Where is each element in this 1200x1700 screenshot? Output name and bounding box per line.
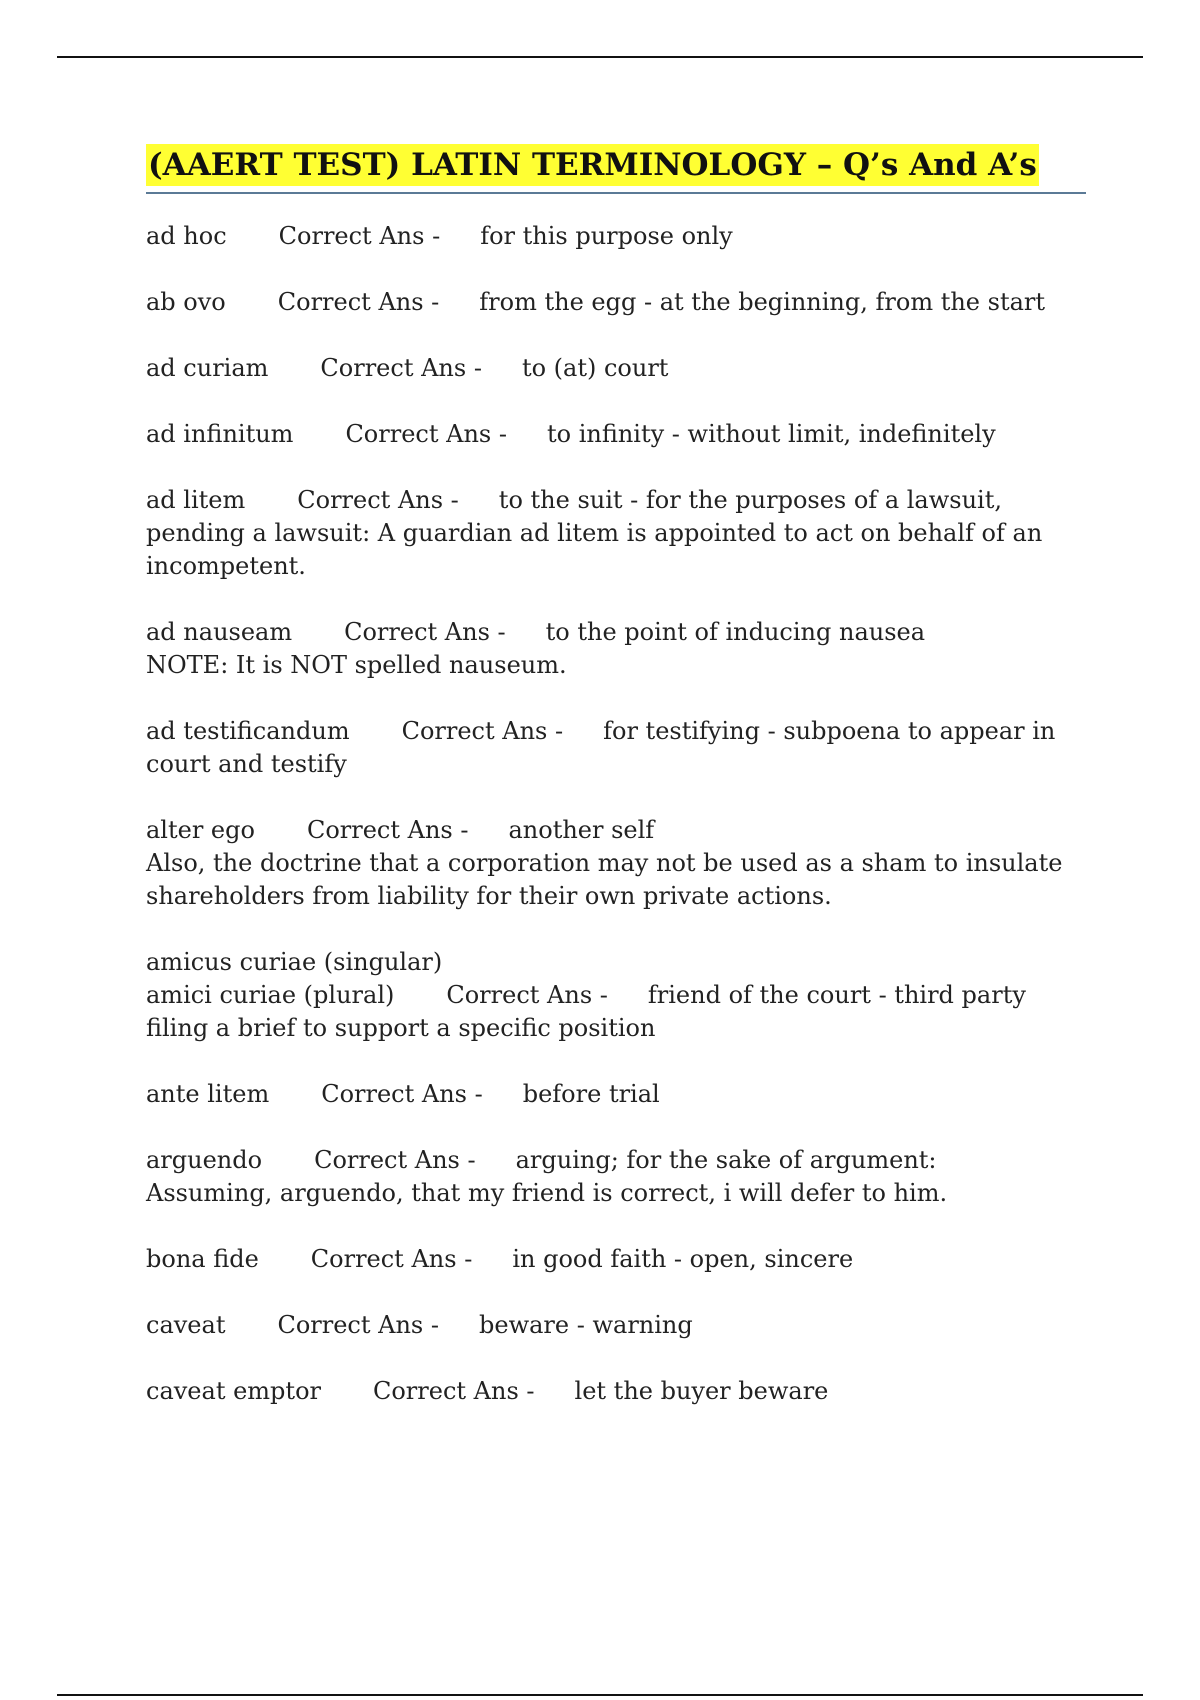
entry-answer-label: Correct Ans -	[314, 1146, 476, 1174]
entry-ante-litem	[146, 1078, 1086, 1111]
entry-caveat	[146, 1309, 1086, 1342]
entry-answer-label: Correct Ans -	[345, 420, 507, 448]
entry-continuation: shareholders from liability for their own private actions.	[146, 882, 832, 910]
entry-answer: for this purpose only	[480, 222, 733, 250]
entry-ad-curiam	[146, 352, 1086, 385]
entry-term: ad litem	[146, 486, 246, 514]
document-body	[146, 144, 1086, 1441]
entry-term: ab ovo	[146, 288, 226, 316]
entry-answer-label: Correct Ans -	[320, 354, 482, 382]
entry-answer-label: Correct Ans -	[277, 288, 440, 316]
entry-term: ad hoc	[146, 222, 227, 250]
entry-term: alter ego	[146, 816, 255, 844]
entry-answer: to the point of inducing nausea	[545, 618, 926, 646]
entry-answer: friend of the court - third party	[647, 981, 1026, 1009]
entry-ab-ovo	[146, 286, 1086, 319]
entry-ad-hoc	[146, 220, 1086, 253]
entry-ad-infinitum	[146, 418, 1086, 451]
entry-answer-label: Correct Ans -	[277, 1311, 439, 1339]
entry-term: ad testificandum	[146, 717, 350, 745]
entry-continuation: incompetent.	[146, 552, 306, 580]
entry-answer: in good faith - open, sincere	[512, 1245, 854, 1273]
entry-continuation: court and testify	[146, 750, 347, 778]
entry-answer: from the egg - at the beginning, from the start	[479, 288, 1046, 316]
title-block	[146, 144, 1086, 194]
entry-answer-label: Correct Ans -	[344, 618, 506, 646]
entry-term: bona fide	[146, 1245, 259, 1273]
entry-continuation: Also, the doctrine that a corporation may not be used as a sham to insulate	[146, 849, 1063, 877]
entry-bona-fide	[146, 1243, 1086, 1276]
entry-answer-label: Correct Ans -	[297, 486, 459, 514]
entry-term: ad infinitum	[146, 420, 294, 448]
entry-term: ante litem	[146, 1080, 270, 1108]
entry-caveat-emptor	[146, 1375, 1086, 1408]
entry-answer-label: Correct Ans -	[278, 222, 441, 250]
entry-answer-label: Correct Ans -	[321, 1080, 483, 1108]
entry-ad-litem	[146, 484, 1086, 583]
entry-continuation: filing a brief to support a specific position	[146, 1014, 656, 1042]
entry-answer: arguing; for the sake of argument:	[515, 1146, 937, 1174]
entry-answer: let the buyer beware	[574, 1377, 829, 1405]
entry-alter-ego	[146, 814, 1086, 913]
entry-term-singular: amicus curiae (singular)	[146, 948, 443, 976]
entry-term: arguendo	[146, 1146, 263, 1174]
entry-answer: another self	[508, 816, 655, 844]
entry-answer: to infinity - without limit, indefinitely	[546, 420, 996, 448]
bottom-rule	[57, 1694, 1143, 1696]
entry-answer-label: Correct Ans -	[372, 1377, 535, 1405]
entry-ad-testificandum	[146, 715, 1086, 781]
entry-answer: to the suit - for the purposes of a lawsuit,	[498, 486, 1002, 514]
entry-term: caveat	[146, 1311, 226, 1339]
entry-continuation: pending a lawsuit: A guardian ad litem is appointed to act on behalf of an	[146, 519, 1043, 547]
entry-answer: beware - warning	[479, 1311, 693, 1339]
entry-note: NOTE: It is NOT spelled nauseum.	[146, 651, 567, 679]
entry-term: amici curiae (plural)	[146, 981, 395, 1009]
entry-answer: for testifying - subpoena to appear in	[603, 717, 1056, 745]
entry-answer: to (at) court	[521, 354, 669, 382]
entry-answer-label: Correct Ans -	[310, 1245, 473, 1273]
entry-answer: before trial	[522, 1080, 660, 1108]
entry-term: ad curiam	[146, 354, 269, 382]
entry-continuation: Assuming, arguendo, that my friend is correct, i will defer to him.	[146, 1179, 948, 1207]
page-title: (AAERT TEST) LATIN TERMINOLOGY – Q’s And A’s	[146, 144, 1039, 186]
entry-list	[146, 220, 1086, 1408]
top-rule	[57, 56, 1143, 58]
entry-arguendo	[146, 1144, 1086, 1210]
entry-term: ad nauseam	[146, 618, 293, 646]
entry-answer-label: Correct Ans -	[306, 816, 469, 844]
entry-answer-label: Correct Ans -	[401, 717, 564, 745]
entry-ad-nauseam	[146, 616, 1086, 682]
entry-amicus-curiae	[146, 946, 1086, 1045]
entry-term: caveat emptor	[146, 1377, 321, 1405]
entry-answer-label: Correct Ans -	[446, 981, 608, 1009]
